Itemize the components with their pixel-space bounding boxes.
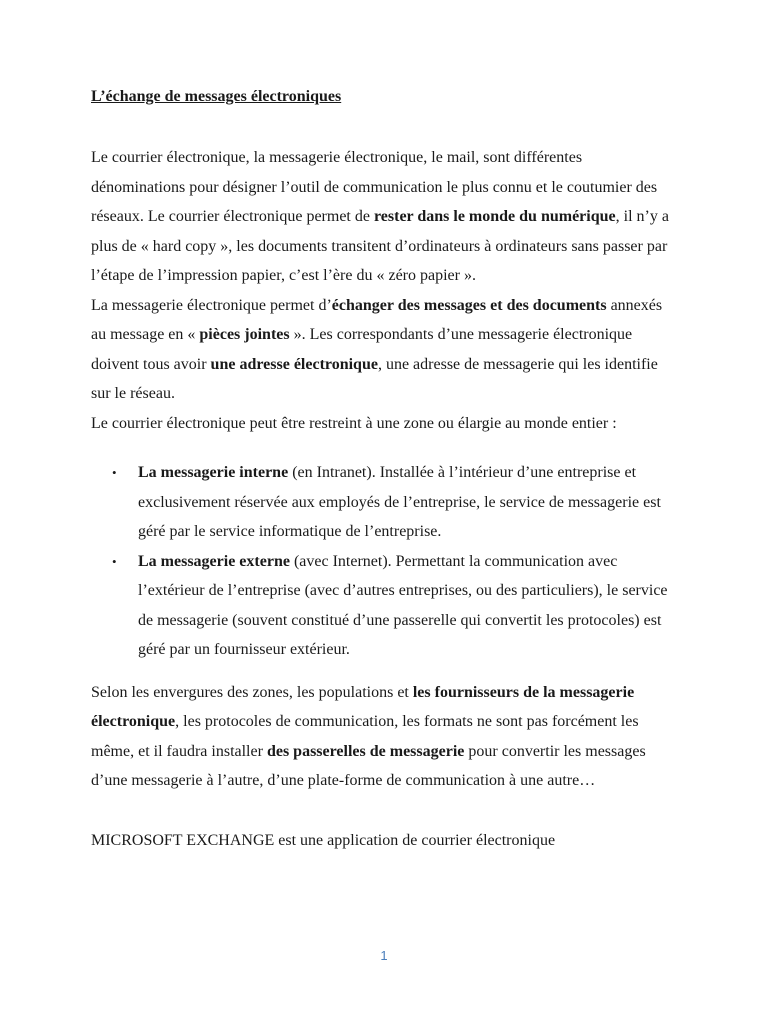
paragraph-text: , une adresse de messagerie qui les identifie sur le réseau. xyxy=(91,355,658,402)
bold-phrase: une adresse électronique xyxy=(210,355,378,373)
bold-phrase: des passerelles de messagerie xyxy=(266,742,465,760)
paragraph-text: La messagerie électronique permet d’ xyxy=(91,296,332,314)
bold-phrase: pièces jointes xyxy=(199,326,290,343)
list-item xyxy=(91,547,676,665)
paragraph-spacer xyxy=(91,796,676,826)
paragraph-messagerie-electronique xyxy=(91,291,676,409)
paragraph-text: annexés au message en « xyxy=(91,296,663,343)
page-number: 1 xyxy=(380,948,388,963)
bullet-list xyxy=(91,458,676,665)
paragraph-text: Selon les envergures des zones, les populations et xyxy=(91,683,413,701)
list-item-text: (avec Internet). Permettant la communication avec l’extérieur de l’entreprise (avec d’autres entreprises, ou des particuliers), le service de messagerie (souvent constitué d’une passerelle qui convertit les protocoles) est géré par un fournisseur extérieur. xyxy=(138,552,668,658)
paragraph-text: , les protocoles de communication, les formats ne sont pas forcément les même, et il faudra installer xyxy=(91,713,639,760)
bold-phrase: rester dans le monde du numérique xyxy=(373,208,616,225)
paragraph-zone: Le courrier électronique peut être restreint à une zone ou élargie au monde entier : xyxy=(91,414,617,432)
bold-phrase: La messagerie externe xyxy=(138,552,290,570)
bullet-icon: • xyxy=(112,553,117,569)
list-item xyxy=(91,458,676,547)
bullet-icon: • xyxy=(112,465,117,480)
paragraph-text: , il n’y a plus de « hard copy », les documents transitent d’ordinateurs à ordinateurs sans passer par l’étape de l’impression papier, c’est l’ère du « zéro papier ». xyxy=(91,208,669,284)
document-body xyxy=(91,86,676,855)
paragraph-microsoft-exchange: MICROSOFT EXCHANGE est une application de courrier électronique xyxy=(91,831,556,849)
paragraph-envergures xyxy=(91,678,676,796)
paragraph-text: Le courrier électronique, la messagerie électronique, le mail, sont différentes dénominations pour désigner l’outil de communication le plus connu et le coutumier des réseaux. Le courrier électronique permet de xyxy=(91,149,658,225)
bold-phrase: La messagerie interne xyxy=(138,464,289,481)
list-item-text: (en Intranet). Installée à l’intérieur d’une entreprise et exclusivement réservée aux employés de l’entreprise, le service de messagerie est géré par le service informatique de l’entreprise. xyxy=(138,464,661,540)
paragraph-courrier-electronique xyxy=(91,143,676,291)
bold-phrase: les fournisseurs de la messagerie électronique xyxy=(91,683,635,730)
paragraph-text: pour convertir les messages d’une messagerie à l’autre, d’une plate-forme de communication à une autre… xyxy=(91,742,646,789)
paragraph-text: ». Les correspondants d’une messagerie électronique doivent tous avoir xyxy=(91,326,633,373)
document-title: L’échange de messages électroniques xyxy=(91,88,342,105)
bold-phrase: échanger des messages et des documents xyxy=(331,296,607,314)
